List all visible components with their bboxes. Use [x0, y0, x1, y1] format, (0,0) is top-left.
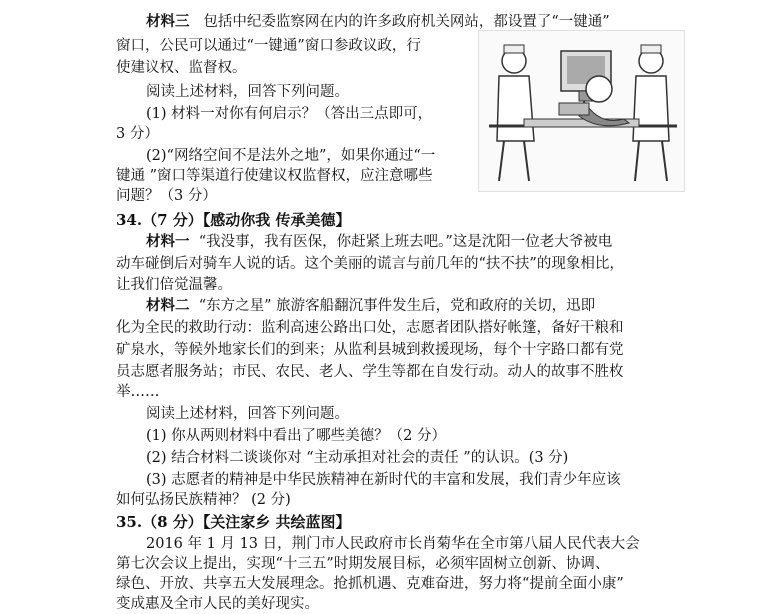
q34-material2-text1: “东方之星” 旅游客船翻沉事件发生后，党和政府的关切，迅即 [198, 298, 596, 314]
q33-material3-line1 [146, 12, 610, 32]
q35-line4: 变成惠及全市人民的美好现实。 [116, 596, 319, 612]
q34-material1-line2: 动车碰倒后对骑车人说的话。这个美丽的谎言与前几年的“扶不扶”的现象相比， [116, 256, 624, 272]
q34-material2-line1 [146, 296, 595, 316]
q34-material2-label: 材料二 [146, 297, 190, 314]
cartoon-drawing [479, 31, 684, 191]
q34-material1-line1 [146, 232, 612, 252]
q33-material3-line2: 窗口，公民可以通过“一键通”窗口参政议政，行 [116, 38, 421, 54]
q34-question3-line1: (3) 志愿者的精神是中华民族精神在新时代的丰富和发展，我们青少年应该 [146, 472, 621, 488]
q33-material3-text1: 包括中纪委监察网在内的许多政府机关网站，都设置了“一键通” [203, 14, 610, 30]
q34-material1-line3: 让我们倍觉温馨。 [116, 277, 232, 293]
q34-material2-line5: 举…… [116, 384, 160, 400]
q34-prompt: 阅读上述材料，回答下列问题。 [146, 406, 349, 422]
q34-title: 34.（7 分）【感动你我 传承美德】 [116, 211, 351, 229]
q34-material1-label: 材料一 [146, 233, 190, 250]
q33-question1-line1: (1) 材料一对你有何启示？（答出三点即可， [146, 106, 433, 122]
q34-question1: (1) 你从两则材料中看出了哪些美德？（2 分） [146, 428, 446, 444]
q34-question2: (2) 结合材料二谈谈你对 “主动承担对社会的责任 ”的认识。(3 分) [146, 450, 569, 466]
q34-material2-line4: 员志愿者服务站；市民、农民、老人、学生等都在自发行动。动人的故事不胜枚 [116, 364, 624, 380]
q35-line2: 第七次会议上提出，实现“十三五”时期发展目标，必须牢固树立创新、协调、 [116, 556, 610, 572]
q34-question3-line2: 如何弘扬民族精神？ (2 分) [116, 492, 291, 508]
q33-question2-line3: 问题？（3 分） [116, 188, 217, 204]
q33-prompt: 阅读上述材料，回答下列问题。 [146, 84, 349, 100]
q34-material2-line2: 化为全民的救助行动：监利高速公路出口处，志愿者团队搭好帐篷，备好干粮和 [116, 320, 624, 336]
q34-material2-line3: 矿泉水，等候外地家长们的到来；从监利县城到救援现场，每个十字路口都有党 [116, 342, 624, 358]
q33-material3-line3: 使建议权、监督权。 [116, 60, 247, 76]
q33-question2-line1: (2)“网络空间不是法外之地”，如果你通过“一 [146, 148, 436, 164]
q33-question2-line2: 键通 ”窗口等渠道行使建议权监督权，应注意哪些 [116, 168, 433, 184]
q33-question1-line2: 3 分） [116, 126, 159, 142]
cartoon-illustration [478, 30, 685, 192]
q34-material1-text1: “我没事，我有医保，你赶紧上班去吧。”这是沈阳一位老大爷被电 [198, 234, 613, 250]
q35-title: 35.（8 分）【关注家乡 共绘蓝图】 [116, 513, 351, 531]
q35-line3: 绿色、开放、共享五大发展理念。抢抓机遇、克难奋进，努力将“提前全面小康” [116, 576, 624, 592]
q33-material3-label: 材料三 [146, 13, 190, 30]
q35-line1: 2016 年 1 月 13 日，荆门市人民政府市长肖菊华在全市第八届人民代表大会 [146, 536, 640, 552]
